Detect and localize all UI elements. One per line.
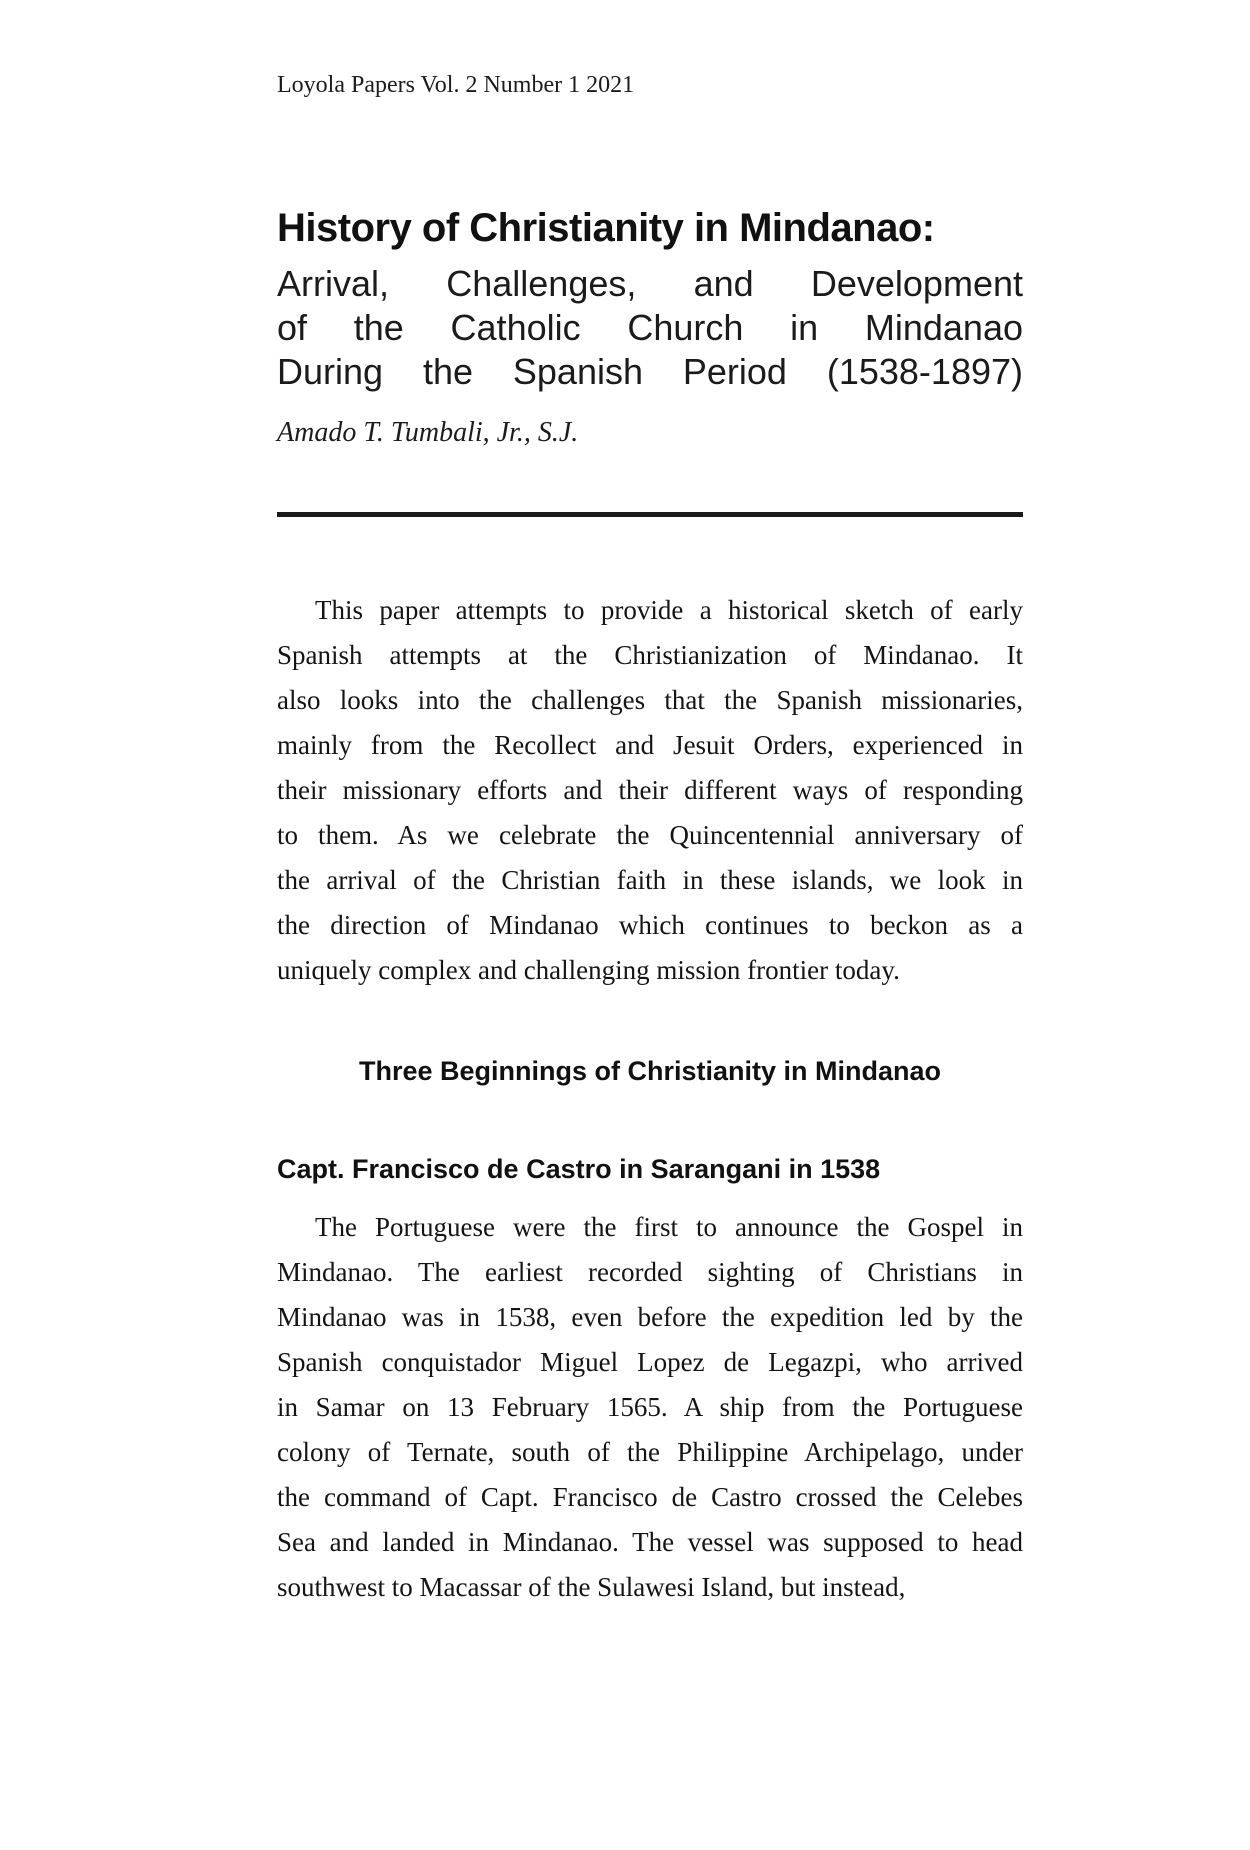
paragraph-line: the arrival of the Christian faith in these islands, we look in [277,865,1023,895]
paragraph-line: colony of Ternate, south of the Philippine Archipelago, under [277,1437,1023,1467]
subtitle-line: During the Spanish Period (1538-1897) [277,351,1023,392]
paragraph-line: uniquely complex and challenging mission frontier today. [277,955,900,985]
abstract-paragraph [277,588,1023,993]
journal-header: Loyola Papers Vol. 2 Number 1 2021 [277,72,635,98]
divider-rule [277,512,1023,517]
paragraph-line: in Samar on 13 February 1565. A ship from the Portuguese [277,1392,1023,1422]
paragraph-line: the direction of Mindanao which continues to beckon as a [277,910,1023,940]
paragraph-line: This paper attempts to provide a historical sketch of early [315,595,1023,625]
paragraph-line: also looks into the challenges that the Spanish missionaries, [277,685,1023,715]
paragraph-line: Spanish attempts at the Christianization of Mindanao. It [277,640,1023,670]
subtitle-line: Arrival, Challenges, and Development [277,263,1023,304]
paragraph-line: The Portuguese were the first to announce the Gospel in [315,1212,1023,1242]
paragraph-line: mainly from the Recollect and Jesuit Orders, experienced in [277,730,1023,760]
paragraph-line: the command of Capt. Francisco de Castro crossed the Celebes [277,1482,1023,1512]
paragraph-line: Mindanao. The earliest recorded sighting of Christians in [277,1257,1023,1287]
article-subtitle [277,262,1023,394]
paragraph-line: their missionary efforts and their different ways of responding [277,775,1023,805]
paragraph-line: Sea and landed in Mindanao. The vessel was supposed to head [277,1527,1023,1557]
subsection-heading: Capt. Francisco de Castro in Sarangani in 1538 [277,1154,881,1184]
paragraph-line: Mindanao was in 1538, even before the expedition led by the [277,1302,1023,1332]
subtitle-line: of the Catholic Church in Mindanao [277,307,1023,348]
section-heading: Three Beginnings of Christianity in Mindanao [358,1056,942,1086]
body-paragraph [277,1205,1023,1610]
author-name: Amado T. Tumbali, Jr., S.J. [277,417,579,448]
article-title: History of Christianity in Mindanao: [277,206,935,250]
paragraph-line: Spanish conquistador Miguel Lopez de Legazpi, who arrived [277,1347,1023,1377]
paragraph-line: southwest to Macassar of the Sulawesi Island, but instead, [277,1572,906,1602]
paragraph-line: to them. As we celebrate the Quincentennial anniversary of [277,820,1023,850]
